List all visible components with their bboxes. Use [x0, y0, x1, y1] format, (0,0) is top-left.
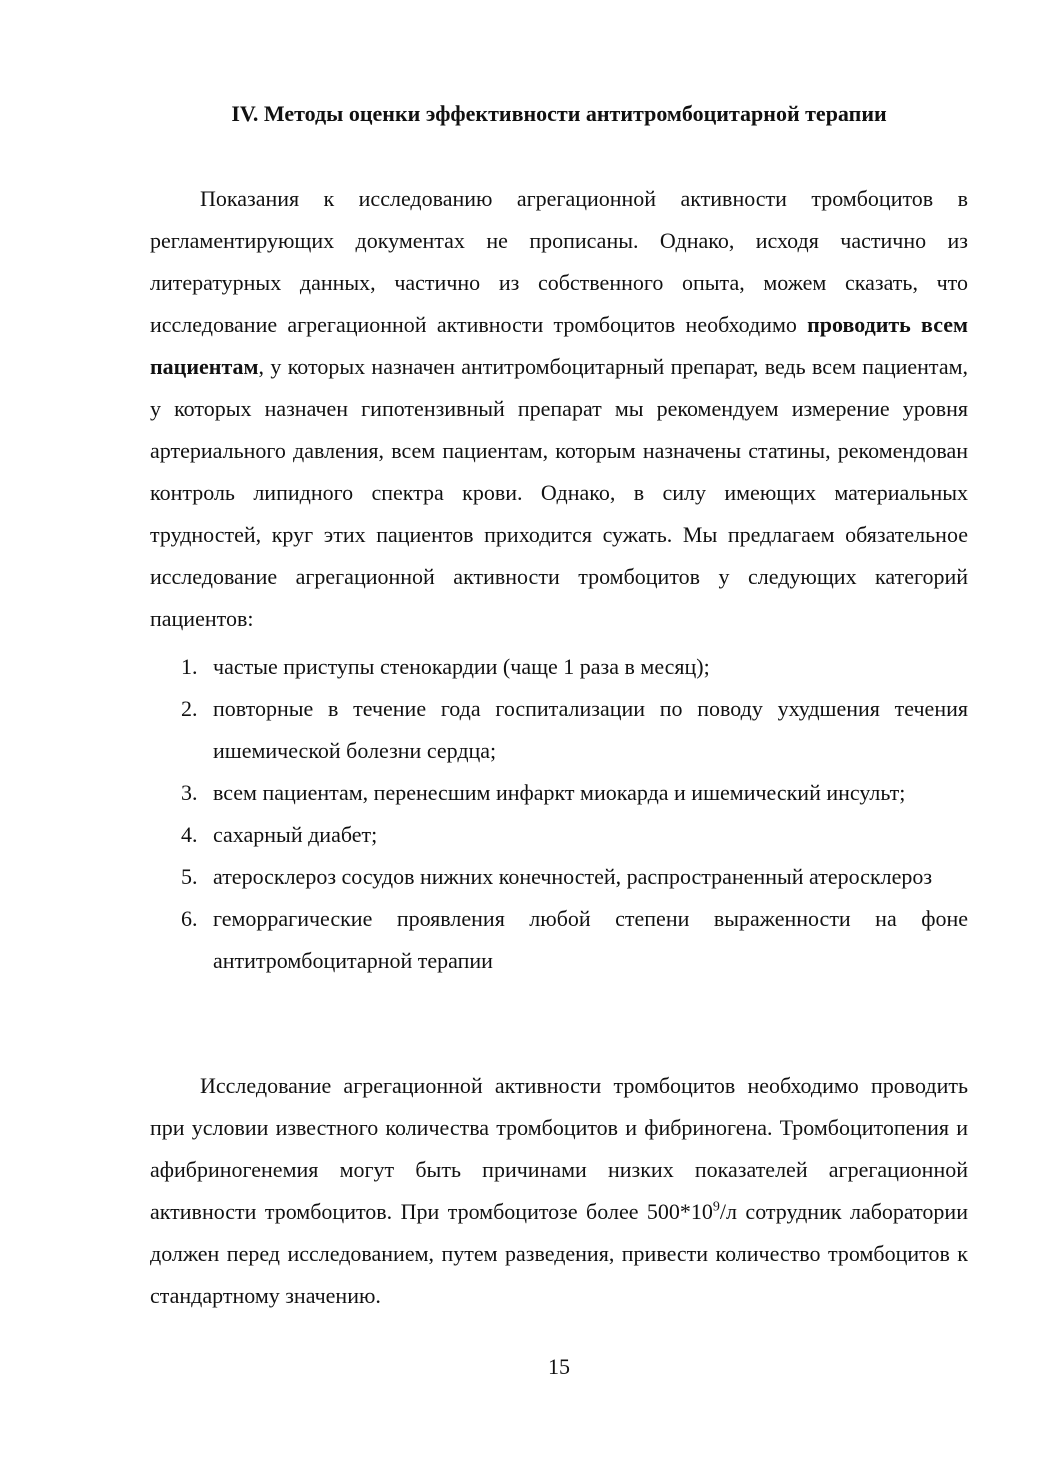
superscript-exponent: 9: [712, 1199, 720, 1215]
list-item: [150, 856, 968, 898]
paragraph-text: Исследование агрегационной активности тромбоцитов необходимо проводить при условии известного количества тромбоцитов и фибриногена. Тромбоцитопения и афибриногенемия могут быть причинами низких показателей агрегационной активности тромбоцитов. При тромбоцитозе более 500*10: [150, 1073, 968, 1224]
list-item-text: повторные в течение года госпитализации по поводу ухудшения течения ишемической болезни сердца;: [213, 696, 968, 763]
list-number: 6.: [181, 906, 198, 931]
list-item: [150, 772, 968, 814]
section-heading: IV. Методы оценки эффективности антитромбоцитарной терапии: [231, 101, 887, 126]
list-number: 5.: [181, 864, 198, 889]
list-item: [150, 814, 968, 856]
paragraph-conditions: [150, 1065, 968, 1317]
paragraph-indications: [150, 178, 968, 640]
list-item: [150, 898, 968, 982]
paragraph-text: , у которых назначен антитромбоцитарный препарат, ведь всем пациентам, у которых назначен гипотензивный препарат мы рекомендуем измерение уровня артериального давления, всем пациентам, которым назначены статины, рекомендован контроль липидного спектра крови. Однако, в силу имеющих материальных трудностей, круг этих пациентов приходится сужать. Мы предлагаем обязательное исследование агрегационной активности тромбоцитов у следующих категорий пациентов:: [150, 354, 968, 631]
list-number: 1.: [181, 654, 198, 679]
list-item: [150, 646, 968, 688]
list-item-text: атеросклероз сосудов нижних конечностей, распространенный атеросклероз: [213, 864, 933, 889]
page-number: 15: [548, 1354, 570, 1379]
list-number: 4.: [181, 822, 198, 847]
list-number: 2.: [181, 696, 198, 721]
list-item: [150, 688, 968, 772]
patient-categories-list: [150, 646, 968, 982]
paragraph-text: Показания к исследованию агрегационной активности тромбоцитов в регламентирующих документах не прописаны. Однако, исходя частично из литературных данных, частично из собственного опыта, можем сказать, что исследование агрегационной активности тромбоцитов необходимо: [150, 186, 968, 337]
paragraph-text: /л сотрудник лаборатории должен перед исследованием, путем разведения, привести количество тромбоцитов к стандартному значению.: [150, 1199, 968, 1308]
list-item-text: геморрагические проявления любой степени выраженности на фоне антитромбоцитарной терапии: [213, 906, 968, 973]
list-item-text: сахарный диабет;: [213, 822, 378, 847]
list-item-text: всем пациентам, перенесшим инфаркт миокарда и ишемический инсульт;: [213, 780, 906, 805]
list-item-text: частые приступы стенокардии (чаще 1 раза в месяц);: [213, 654, 710, 679]
emphasis-text: проводить всем пациентам: [150, 312, 968, 379]
list-number: 3.: [181, 780, 198, 805]
